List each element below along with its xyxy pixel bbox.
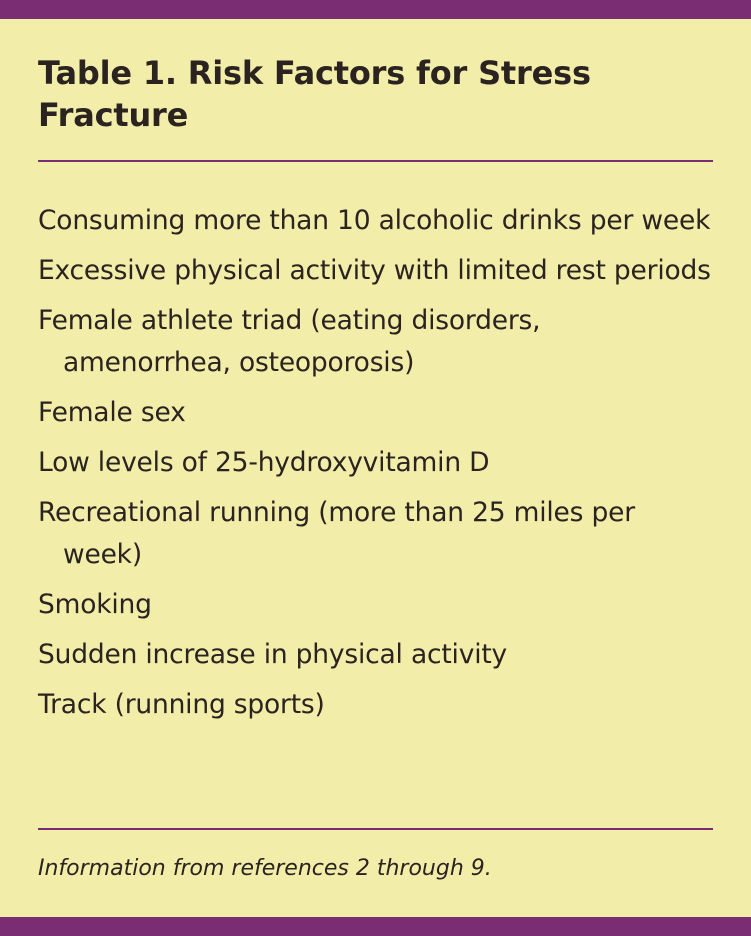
list-item: Female athlete triad (eating disorders, amenorrhea, osteoporosis) — [38, 305, 541, 378]
list-item: Sudden increase in physical activity — [38, 639, 508, 670]
bottom-divider — [38, 828, 713, 830]
top-border-bar — [0, 0, 751, 19]
list-item: Low levels of 25-hydroxyvitamin D — [38, 447, 490, 478]
risk-factor-list — [38, 200, 714, 734]
list-item: Consuming more than 10 alcoholic drinks per week — [38, 205, 711, 236]
list-item: Recreational running (more than 25 miles per week) — [38, 497, 635, 570]
bottom-border-bar — [0, 917, 751, 936]
list-item: Smoking — [38, 589, 152, 620]
table-title: Table 1. Risk Factors for Stress Fracture — [38, 54, 591, 134]
source-footnote: Information from references 2 through 9. — [38, 856, 492, 881]
list-item: Track (running sports) — [38, 689, 325, 720]
top-divider — [38, 160, 713, 162]
list-item: Excessive physical activity with limited rest periods — [38, 255, 711, 286]
list-item: Female sex — [38, 397, 186, 428]
